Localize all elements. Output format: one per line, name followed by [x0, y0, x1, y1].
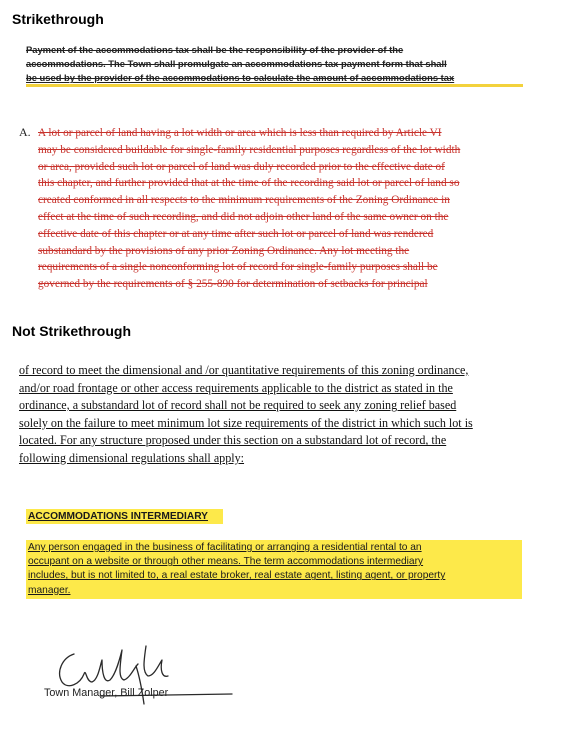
- text-line: accommodations. The Town shall promulgate an accommodations tax payment form that shall: [26, 58, 447, 70]
- text-line: or area, provided such lot or parcel of land was duly recorded prior to the effective date of: [38, 160, 445, 173]
- strikethrough-sample-1: [26, 43, 536, 86]
- list-marker: A.: [19, 125, 31, 139]
- text-line: requirements of a single nonconforming lot of record for single-family purposes shall be: [38, 261, 438, 274]
- text-line: created conformed in all respects to the minimum requirements of the Zoning Ordinance in: [38, 194, 450, 207]
- definition-body: [26, 540, 522, 599]
- text-line: ordinance, a substandard lot of record shall not be required to seek any zoning relief based: [19, 398, 457, 413]
- not-strikethrough-sample-1: [19, 362, 555, 468]
- text-line: of record to meet the dimensional and /or quantitative requirements of this zoning ordinance,: [19, 363, 469, 377]
- text-line: and/or road frontage or other access requirements applicable to the district as stated in the: [19, 380, 453, 395]
- text-line: A lot or parcel of land having a lot width or area which is less than required by Article VI: [38, 127, 442, 139]
- not-strikethrough-heading: Not Strikethrough: [12, 323, 131, 339]
- text-line: be used by the provider of the accommodations to calculate the amount of accommodations tax: [26, 72, 455, 84]
- text-line: Payment of the accommodations tax shall be the responsibility of the provider of the: [26, 44, 404, 55]
- text-line: manager.: [28, 584, 71, 596]
- text-line: effect at the time of such recording, and did not adjoin other land of the same owner on the: [38, 210, 449, 223]
- text-line: solely on the failure to meet minimum lot size requirements of the district in which such lot is: [19, 415, 473, 430]
- text-line: may be considered buildable for single-family residential purposes regardless of the lot width: [38, 143, 461, 156]
- definition-title: ACCOMMODATIONS INTERMEDIARY: [26, 509, 223, 524]
- text-line: includes, but is not limited to, a real estate broker, real estate agent, listing agent, or property: [28, 570, 446, 582]
- strikethrough-heading: Strikethrough: [12, 11, 104, 27]
- text-line: substandard by the provisions of any prior Zoning Ordinance. Any lot meeting the: [38, 244, 410, 257]
- text-line: located. For any structure proposed under this section on a substandard lot of record, the: [19, 433, 447, 448]
- text-line: effective date of this chapter or at any time after such lot or parcel of land was rendered: [38, 227, 434, 240]
- handwritten-signature: [40, 638, 240, 713]
- text-line: Any person engaged in the business of facilitating or arranging a residential rental to an: [28, 542, 422, 553]
- strikethrough-sample-2: [38, 125, 560, 293]
- text-line: this chapter, and further provided that at the time of the recording said lot or parcel of land so: [38, 177, 460, 190]
- text-line: occupant on a website or through other means. The term accommodations intermediary: [28, 556, 424, 568]
- text-line: following dimensional regulations shall apply:: [19, 450, 245, 465]
- signature-caption: Town Manager, Bill Zolper: [44, 687, 169, 699]
- yellow-rule: [26, 84, 523, 87]
- text-line: governed by the requirements of § 255-890 for determination of setbacks for principal: [38, 278, 428, 291]
